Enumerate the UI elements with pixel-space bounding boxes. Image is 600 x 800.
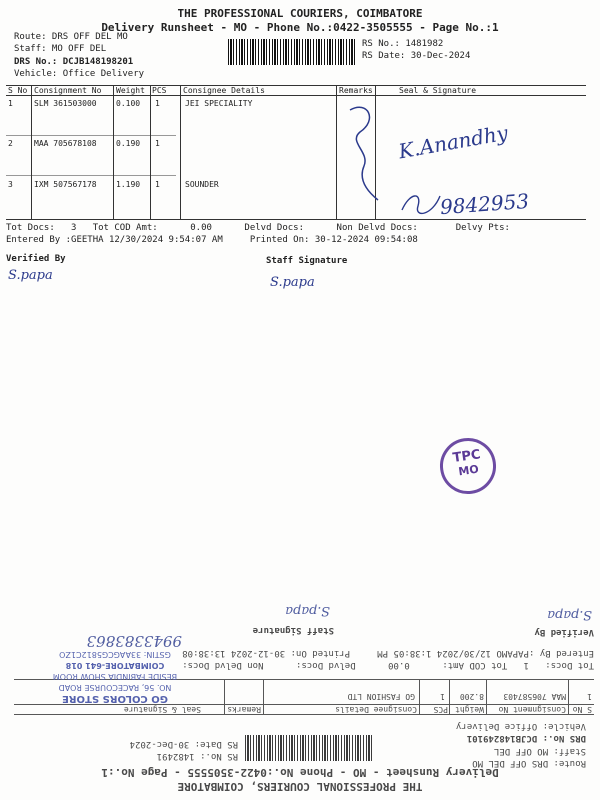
rs-number: RS No.: 1482491 [156, 751, 238, 761]
store-stamp: GO COLORS STORE NO. 56, RACECOURSE ROAD BESIDE FABINDIA SHOW ROOM COIMBATORE-641 018 GSTIN: 33AAGCG5812C1ZO [52, 650, 178, 704]
runsheet-bottom-inverted: THE PROFESSIONAL COURIERS, COIMBATORE Delivery Runsheet - MO - Phone No.:0422-3505555 - Page No.:1 Route: DRS OFF DEL MO Staff: MO OFF DEL DRS No.: DCJB148249101 Vehicle: Office Delivery RS No.: 1482491 RS Date: 30-Dec-2024 S No Consignment No Weight PCS Consignee Details Remarks Seal & Signature 1 MAA 706587403 8.200 1 GO FASHION LTD GO COLORS STORE NO. 56, RACECOURSE ROAD BESIDE FABINDIA SHOW ROOM COIMBATORE-641 018 GSTIN: 33AAGCG5812C1ZO 9943383863 Tot Docs: 1 Tot COD Amt: 0.00 Delvd Docs: Non Delvd Docs: Entered By :PAPAMO 12/30/2024 1:38:05 PM Printed On: 30-12-2024 13:38:08 Verified By Staff Signature S.papa S.papa [0, 0, 600, 800]
company-title: THE PROFESSIONAL COURIERS, COIMBATORE [177, 780, 423, 793]
col-header-weight: Weight [116, 86, 145, 95]
col-header-consignee: Consignee Details [335, 705, 417, 714]
col-header-sno: S No [8, 86, 28, 95]
vehicle-label: Vehicle: Office Delivery [455, 721, 586, 731]
col-header-remarks: Remarks [227, 705, 261, 714]
staff-signature-label: Staff Signature [266, 256, 348, 266]
barcode [244, 735, 372, 761]
col-header-pcs: PCS [433, 705, 448, 714]
col-header-seal: Seal & Signature [399, 86, 477, 95]
route-label: Route: DRS OFF DEL MO [14, 32, 128, 42]
drs-number: DRS No.: DCJB148249101 [466, 733, 586, 743]
staff-signature: S.papa [285, 603, 330, 618]
row2-signature: K.Anandhy [396, 120, 510, 164]
verified-by-label: Verified By [534, 627, 594, 637]
col-header-pcs: PCS [152, 86, 167, 95]
route-label: Route: DRS OFF DEL MO [472, 758, 586, 768]
col-header-consignment: Consignment No [34, 86, 102, 95]
totals-line: Tot Docs: 1 Tot COD Amt: 0.00 Delvd Docs: Non Delvd Docs: [182, 660, 594, 670]
row3-signature: 9842953 [439, 188, 530, 220]
col-header-consignment: Consignment No [498, 705, 566, 714]
col-header-consignee: Consignee Details [183, 86, 265, 95]
staff-signature: S.papa [270, 275, 315, 290]
staff-label: Staff: MO OFF DEL [14, 44, 107, 54]
col-header-weight: Weight [455, 705, 484, 714]
col-header-remarks: Remarks [339, 86, 373, 95]
rs-number: RS No.: 1481982 [362, 39, 444, 49]
staff-label: Staff: MO OFF DEL [493, 746, 586, 756]
verified-signature: S.papa [547, 607, 592, 622]
verified-by-label: Verified By [6, 254, 66, 264]
company-title: THE PROFESSIONAL COURIERS, COIMBATORE [177, 7, 423, 20]
verified-signature: S.papa [8, 268, 53, 283]
col-header-seal: Seal & Signature [123, 705, 201, 714]
rs-date: RS Date: 30-Dec-2024 [129, 739, 238, 749]
tpc-stamp: TPC MO [436, 434, 499, 497]
handwritten-phone: 9943383863 [86, 632, 182, 650]
entered-by-line: Entered By :GEETHA 12/30/2024 9:54:07 AM Printed On: 30-12-2024 09:54:08 [6, 235, 418, 245]
entered-by-line: Entered By :PAPAMO 12/30/2024 1:38:05 PM Printed On: 30-12-2024 13:38:08 [182, 648, 594, 658]
runsheet-subtitle: Delivery Runsheet - MO - Phone No.:0422-3505555 - Page No.:1 [101, 766, 499, 779]
col-header-sno: S No [572, 705, 592, 714]
runsheet-subtitle: Delivery Runsheet - MO - Phone No.:0422-3505555 - Page No.:1 [101, 21, 499, 34]
rs-date: RS Date: 30-Dec-2024 [362, 51, 471, 61]
drs-number: DRS No.: DCJB148198201 [14, 57, 134, 67]
totals-line: Tot Docs: 3 Tot COD Amt: 0.00 Delvd Docs: Non Delvd Docs: Delvy Pts: [6, 223, 510, 233]
vehicle-label: Vehicle: Office Delivery [14, 69, 145, 79]
staff-signature-label: Staff Signature [252, 625, 334, 635]
